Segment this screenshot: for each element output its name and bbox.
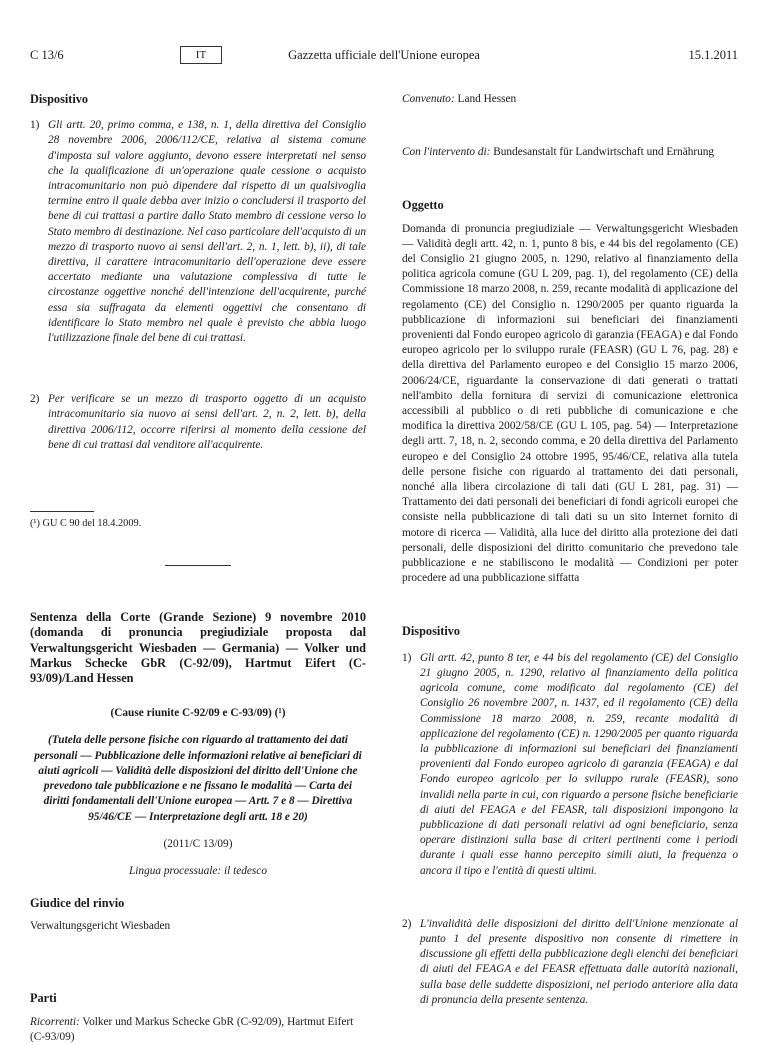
point-text: Gli artt. 42, punto 8 ter, e 44 bis del regolamento (CE) del Consiglio 21 giugno 2005, n. 1290, relativo al finanziamento della politica agricola comune, come modificato dal regolamento (CE) del Consiglio 26 novembre 2007, n. 1437, ed il regolamento (CE) della Commissione 18 marzo 2008, n. 259, recante modalità di applicazione del regolamento (CE) n. 1290/2005 per quanto riguarda la pubblicazione di informazioni sui beneficiari dei finanziamenti provenienti dal Fondo europeo agricolo di garanzia (FEAGA) e dal Fondo europeo agricolo per lo sviluppo rurale (FEASR), sono invalidi nella parte in cui, con riguardo a persone fisiche beneficiarie di aiuti del FEAGA e del FEASR, tali disposizioni impongono la pubblicazione di dati personali relativi ad ogni beneficiario, senza operare distinzioni sulla base di criteri pertinenti come i periodi durante i quali esse hanno percepito simili aiuti, la frequenza o ancora il tipo e l'entità di questi ultimi. (420, 651, 738, 877)
operative-point-2 (402, 917, 738, 1008)
subject-text: Domanda di pronuncia pregiudiziale — Verwaltungsgericht Wiesbaden — Validità degli artt. 42, n. 1, punto 8 bis, e 44 bis del regolamento (CE) del Consiglio 21 giugno 2005, n. 1290, relativo al finanziamento della politica agricola comune (GU L 209, pag. 1), del regolamento (CE) della Commissione 18 marzo 2008, n. 259, recante modalità di applicazione del regolamento (CE) del Consiglio n. 1290/2005 per quanto riguarda la pubblicazione di informazioni sui beneficiari dei finanziamenti provenienti dal Fondo europeo agricolo di garanzia (FEAGA) e dal Fondo europeo agricolo per lo sviluppo rurale (FEASR) (GU L 76, pag. 28) e della direttiva del Parlamento europeo e del Consiglio 15 marzo 2006, 2006/24/CE, riguardante la conservazione di dati generati o trattati nell'ambito della fornitura di servizi di comunicazione elettronica accessibili al pubblico o di reti pubbliche di comunicazione e che modifica la direttiva 2002/58/CE (GU L 105, pag. 54) — Interpretazione degli artt. 7, 18, n. 2, secondo comma, e 20 della direttiva del Parlamento europeo e del Consiglio 24 ottobre 1995, 95/46/CE, relativa alla tutela delle persone fisiche con riguardo al trattamento dei dati personali, nonché alla libera circolazione di tali dati (GU L 281, pag. 31) — Trattamento dei dati personali dei beneficiari di fondi agricoli europei che consiste nella pubblicazione di tali dati su un sito Internet fornito di motore di ricerca — Validità, alla luce del diritto alla protezione dei dati personali, delle disposizioni del diritto comunitario che prevedono tale pubblicazione e ne stabiliscono le modalità — Condizioni per poter procedere ad una pubblicazione siffatta (402, 222, 738, 585)
point-number: 2) (30, 393, 40, 406)
referring-court-heading: Giudice del rinvio (30, 896, 125, 911)
defendant-label: Convenuto: (402, 93, 455, 105)
footnote: (¹) GU C 90 del 18.4.2009. (30, 518, 142, 530)
point-text: L'invalidità delle disposizioni del diritto dell'Unione menzionate al punto 1 del presente dispositivo non consente di rimettere in discussione gli effetti della pubblicazione degli elenchi dei beneficiari di aiuti del FEAGA e del FEASR effettuata dalle autorità nazionali, sulla base delle suddette disposizioni, nel periodo anteriore alla data di pronuncia della presente sentenza. (420, 917, 738, 1006)
operative-point-2 (30, 392, 366, 453)
subject-heading: Oggetto (402, 198, 444, 213)
applicants-label: Ricorrenti: (30, 1015, 80, 1028)
defendant (402, 92, 738, 107)
intervener-label: Con l'intervento di: (402, 146, 491, 159)
operative-point-1 (402, 651, 738, 879)
case-summary: (Tutela delle persone fisiche con riguardo al trattamento dei dati personali — Pubblicazione delle informazioni relative ai beneficiari di aiuti agricoli — Validità delle disposizioni del diritto dell'Unione che prevedono tale pubblicazione e ne fissano le modalità — Carta dei diritti fondamentali dell'Unione europea — Artt. 7 e 8 — Direttiva 95/46/CE — Interpretazione degli artt. 18 e 20) (34, 734, 362, 823)
section-divider (165, 565, 231, 566)
left-column (30, 92, 366, 1045)
page-header (30, 46, 738, 68)
right-column (402, 92, 738, 1008)
intervener (402, 145, 738, 160)
operative-part-heading: Dispositivo (402, 624, 461, 639)
document-reference: (2011/C 13/09) (163, 837, 233, 850)
defendant-text: Land Hessen (454, 93, 517, 105)
footnote-separator (30, 511, 94, 512)
intervener-text: Bundesanstalt für Landwirtschaft und Ernährung (490, 146, 715, 159)
point-text: Per verificare se un mezzo di trasporto oggetto di un acquisto intracomunitario sia nuovo ai sensi dell'art. 2, n. 2, lett. b), della direttiva 2006/112, occorre riferirsi al momento della cessione del bene di cui trattasi dal venditore all'acquirente. (48, 393, 366, 451)
issue-date: 15.1.2011 (688, 48, 738, 62)
dispositivo-heading: Dispositivo (30, 92, 89, 106)
point-number: 1) (402, 651, 412, 664)
point-text: Gli artt. 20, primo comma, e 138, n. 1, della direttiva del Consiglio 28 novembre 2006, 2006/112/CE, relativa al sistema comune d'imposta sul valore aggiunto, devono essere interpretati nel senso che la qualificazione di un'operazione quale cessione o acquisto intracomunitario non può dipendere dal rispetto di un qualsivoglia termine entro il quale debba aver inizio o concludersi il trasporto del bene di cui trattasi a partire dallo Stato membro di cessione verso lo Stato membro di destinazione. Nel caso particolare dell'acquisto di un mezzo di trasporto nuovo ai sensi dell'art. 2, n. 1, lett. b), ii), di tale direttiva, il carattere intracomunitario dell'operazione deve essere accertato mediante una valutazione complessiva di tutte le circostanze oggettive nonché dell'intenzione dell'acquirente, purché essa sia suffragata da elementi oggettivi che consentano di identificare lo Stato membro nel quale è previsto che abbia luogo l'utilizzazione finale del bene di cui trattasi. (48, 119, 366, 345)
judgment-title: Sentenza della Corte (Grande Sezione) 9 novembre 2010 (domanda di pronuncia pregiudiziale proposta dal Verwaltungsgericht Wiesbaden — Germania) — Volker und Markus Schecke GbR (C-92/09), Hartmut Eifert (C-93/09)/Land Hessen (30, 610, 366, 686)
parties-heading: Parti (30, 990, 57, 1005)
point-number: 2) (402, 917, 412, 930)
applicants-text: Volker und Markus Schecke GbR (C-92/09), Hartmut Eifert (C-93/09) (30, 1015, 354, 1043)
referring-court: Verwaltungsgericht Wiesbaden (30, 920, 171, 933)
language-of-case: Lingua processuale: il tedesco (129, 864, 267, 877)
operative-point-1 (30, 118, 366, 346)
joined-cases: (Cause riunite C-92/09 e C-93/09) (¹) (110, 707, 286, 720)
journal-title: Gazzetta ufficiale dell'Unione europea (288, 48, 480, 62)
point-number: 1) (30, 119, 40, 132)
page-reference: C 13/6 (30, 48, 64, 62)
applicants (30, 1015, 366, 1045)
language-badge: IT (180, 46, 222, 64)
